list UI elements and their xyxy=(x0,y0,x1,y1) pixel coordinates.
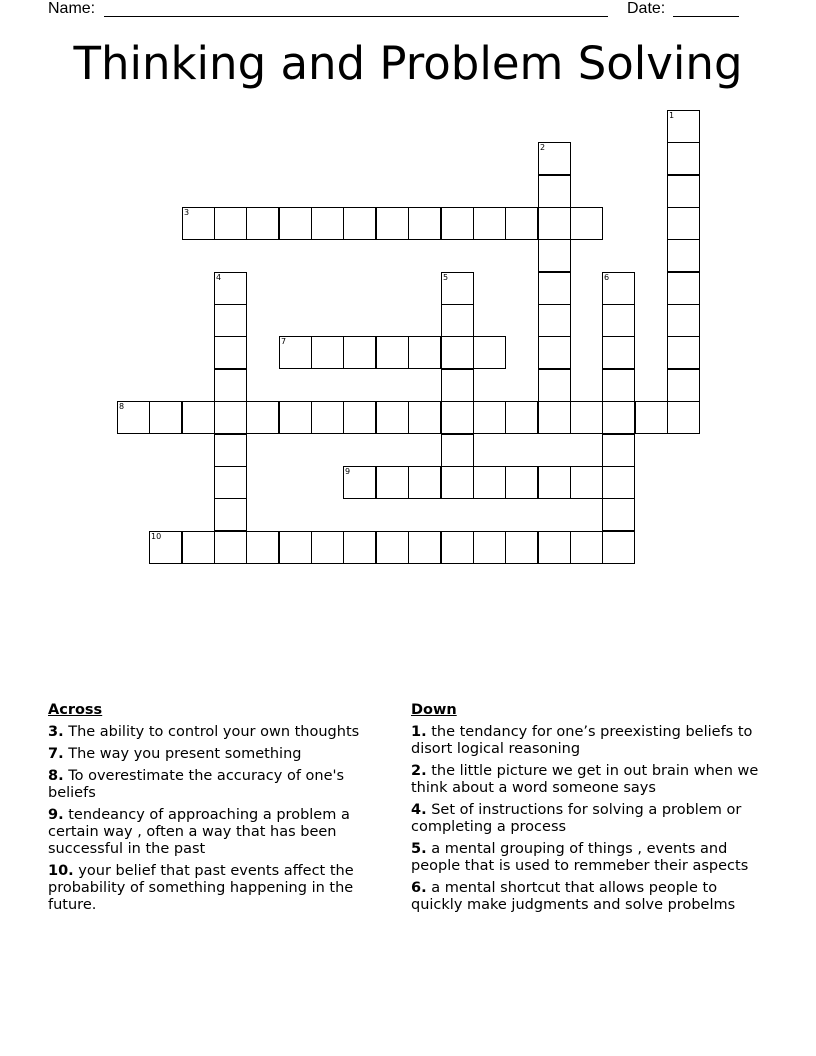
crossword-cell[interactable] xyxy=(473,401,506,434)
crossword-cell[interactable] xyxy=(441,466,474,499)
clue-text: a mental shortcut that allows people to quickly make judgments and solve probelms xyxy=(411,880,736,913)
crossword-cell[interactable] xyxy=(538,304,571,337)
crossword-cell[interactable] xyxy=(376,531,409,564)
clue-text: The way you present something xyxy=(68,746,302,762)
crossword-cell[interactable] xyxy=(246,531,279,564)
clue-number: 6. xyxy=(411,880,427,896)
cell-number: 5 xyxy=(443,273,449,282)
crossword-cell[interactable] xyxy=(343,336,376,369)
crossword-cell[interactable] xyxy=(279,207,312,240)
crossword-cell[interactable] xyxy=(538,466,571,499)
clue-down-1 xyxy=(411,724,767,758)
crossword-cell[interactable] xyxy=(602,434,635,467)
crossword-cell[interactable] xyxy=(538,142,571,175)
clue-number: 1. xyxy=(411,724,427,740)
crossword-cell[interactable] xyxy=(602,272,635,305)
crossword-cell[interactable] xyxy=(602,369,635,402)
clue-number: 8. xyxy=(48,768,64,784)
crossword-cell[interactable] xyxy=(602,304,635,337)
crossword-cell[interactable] xyxy=(570,401,603,434)
page-title: Thinking and Problem Solving xyxy=(73,37,743,90)
crossword-cell[interactable] xyxy=(570,466,603,499)
crossword-cell[interactable] xyxy=(667,110,700,143)
clue-down-6 xyxy=(411,880,767,914)
crossword-cell[interactable] xyxy=(117,401,150,434)
crossword-cell[interactable] xyxy=(667,369,700,402)
clue-text: your belief that past events affect the probability of something happening in the future. xyxy=(48,863,354,913)
crossword-cell[interactable] xyxy=(214,336,247,369)
crossword-cell[interactable] xyxy=(246,207,279,240)
crossword-cell[interactable] xyxy=(376,466,409,499)
crossword-cell[interactable] xyxy=(473,466,506,499)
cell-number: 10 xyxy=(151,532,162,541)
clue-number: 2. xyxy=(411,763,427,779)
crossword-cell[interactable] xyxy=(473,336,506,369)
across-clues xyxy=(48,702,393,919)
clue-text: the little picture we get in out brain when we think about a word someone says xyxy=(411,763,759,796)
clue-number: 10. xyxy=(48,863,74,879)
crossword-cell[interactable] xyxy=(343,401,376,434)
crossword-cell[interactable] xyxy=(279,401,312,434)
down-clues xyxy=(411,702,767,919)
crossword-cell[interactable] xyxy=(538,336,571,369)
cell-number: 4 xyxy=(216,273,222,282)
crossword-cell[interactable] xyxy=(538,369,571,402)
crossword-cell[interactable] xyxy=(667,272,700,305)
crossword-cell[interactable] xyxy=(441,401,474,434)
crossword-cell[interactable] xyxy=(441,272,474,305)
crossword-cell[interactable] xyxy=(570,531,603,564)
clue-text: a mental grouping of things , events and people that is used to remmeber their aspects xyxy=(411,841,749,874)
crossword-cell[interactable] xyxy=(505,401,538,434)
crossword-cell[interactable] xyxy=(570,207,603,240)
crossword-cell[interactable] xyxy=(602,336,635,369)
crossword-cell[interactable] xyxy=(602,466,635,499)
clue-number: 7. xyxy=(48,746,64,762)
date-label: Date: xyxy=(627,0,666,17)
clue-across-7 xyxy=(48,746,393,763)
cell-number: 9 xyxy=(345,467,351,476)
crossword-cell[interactable] xyxy=(408,207,441,240)
cell-number: 6 xyxy=(604,273,610,282)
crossword-cell[interactable] xyxy=(441,336,474,369)
crossword-cell[interactable] xyxy=(214,369,247,402)
crossword-cell[interactable] xyxy=(343,466,376,499)
crossword-cell[interactable] xyxy=(538,239,571,272)
crossword-cell[interactable] xyxy=(182,401,215,434)
crossword-cell[interactable] xyxy=(667,304,700,337)
crossword-cell[interactable] xyxy=(538,272,571,305)
clue-across-3 xyxy=(48,724,393,741)
clue-number: 4. xyxy=(411,802,427,818)
across-heading: Across xyxy=(48,702,103,718)
cell-number: 8 xyxy=(119,402,125,411)
clue-across-10 xyxy=(48,863,393,914)
crossword-cell[interactable] xyxy=(279,336,312,369)
crossword-cell[interactable] xyxy=(667,239,700,272)
crossword-cell[interactable] xyxy=(408,336,441,369)
crossword-cell[interactable] xyxy=(538,401,571,434)
crossword-cell[interactable] xyxy=(214,207,247,240)
crossword-cell[interactable] xyxy=(376,336,409,369)
clue-down-4 xyxy=(411,802,767,836)
crossword-cell[interactable] xyxy=(149,401,182,434)
crossword-cell[interactable] xyxy=(149,531,182,564)
crossword-cell[interactable] xyxy=(505,466,538,499)
crossword-cell[interactable] xyxy=(408,531,441,564)
cell-number: 3 xyxy=(184,208,190,217)
crossword-cell[interactable] xyxy=(246,401,279,434)
crossword-cell[interactable] xyxy=(311,207,344,240)
clue-number: 9. xyxy=(48,807,64,823)
crossword-cell[interactable] xyxy=(343,207,376,240)
clue-text: Set of instructions for solving a problem or completing a process xyxy=(411,802,742,835)
crossword-cell[interactable] xyxy=(441,434,474,467)
crossword-cell[interactable] xyxy=(473,531,506,564)
crossword-cell[interactable] xyxy=(214,272,247,305)
crossword-cell[interactable] xyxy=(311,401,344,434)
crossword-cell[interactable] xyxy=(408,466,441,499)
crossword-cell[interactable] xyxy=(182,531,215,564)
clue-text: tendeancy of approaching a problem a certain way , often a way that has been successful in the past xyxy=(48,807,350,857)
clue-text: The ability to control your own thoughts xyxy=(68,724,360,740)
crossword-cell[interactable] xyxy=(376,401,409,434)
crossword-cell[interactable] xyxy=(602,401,635,434)
crossword-cell[interactable] xyxy=(441,369,474,402)
crossword-cell[interactable] xyxy=(214,498,247,531)
crossword-cell[interactable] xyxy=(602,531,635,564)
clue-text: To overestimate the accuracy of one's beliefs xyxy=(48,768,345,801)
crossword-cell[interactable] xyxy=(538,175,571,208)
crossword-cell[interactable] xyxy=(343,531,376,564)
clue-number: 3. xyxy=(48,724,64,740)
crossword-cell[interactable] xyxy=(441,531,474,564)
clue-down-5 xyxy=(411,841,767,875)
crossword-cell[interactable] xyxy=(667,175,700,208)
crossword-cell[interactable] xyxy=(635,401,668,434)
clue-across-9 xyxy=(48,807,393,858)
cell-number: 2 xyxy=(540,143,546,152)
cell-number: 1 xyxy=(669,111,675,120)
name-label: Name: xyxy=(48,0,96,17)
crossword-cell[interactable] xyxy=(408,401,441,434)
crossword-cell[interactable] xyxy=(376,207,409,240)
crossword-cell[interactable] xyxy=(441,304,474,337)
crossword-cell[interactable] xyxy=(538,207,571,240)
crossword-cell[interactable] xyxy=(214,466,247,499)
crossword-cell[interactable] xyxy=(214,304,247,337)
clue-across-8 xyxy=(48,768,393,802)
crossword-cell[interactable] xyxy=(214,401,247,434)
crossword-cell[interactable] xyxy=(538,531,571,564)
crossword-cell[interactable] xyxy=(214,434,247,467)
crossword-cell[interactable] xyxy=(279,531,312,564)
clue-number: 5. xyxy=(411,841,427,857)
crossword-cell[interactable] xyxy=(214,531,247,564)
crossword-cell[interactable] xyxy=(602,498,635,531)
crossword-cell[interactable] xyxy=(505,207,538,240)
crossword-cell[interactable] xyxy=(505,531,538,564)
crossword-cell[interactable] xyxy=(667,336,700,369)
clue-down-2 xyxy=(411,763,767,797)
crossword-cell[interactable] xyxy=(311,531,344,564)
cell-number: 7 xyxy=(281,337,287,346)
clue-text: the tendancy for one’s preexisting beliefs to disort logical reasoning xyxy=(411,724,753,757)
crossword-cell[interactable] xyxy=(182,207,215,240)
crossword-cell[interactable] xyxy=(667,401,700,434)
down-heading: Down xyxy=(411,702,457,718)
crossword-cell[interactable] xyxy=(311,336,344,369)
crossword-cell[interactable] xyxy=(473,207,506,240)
crossword-cell[interactable] xyxy=(667,142,700,175)
crossword-cell[interactable] xyxy=(441,207,474,240)
crossword-cell[interactable] xyxy=(667,207,700,240)
